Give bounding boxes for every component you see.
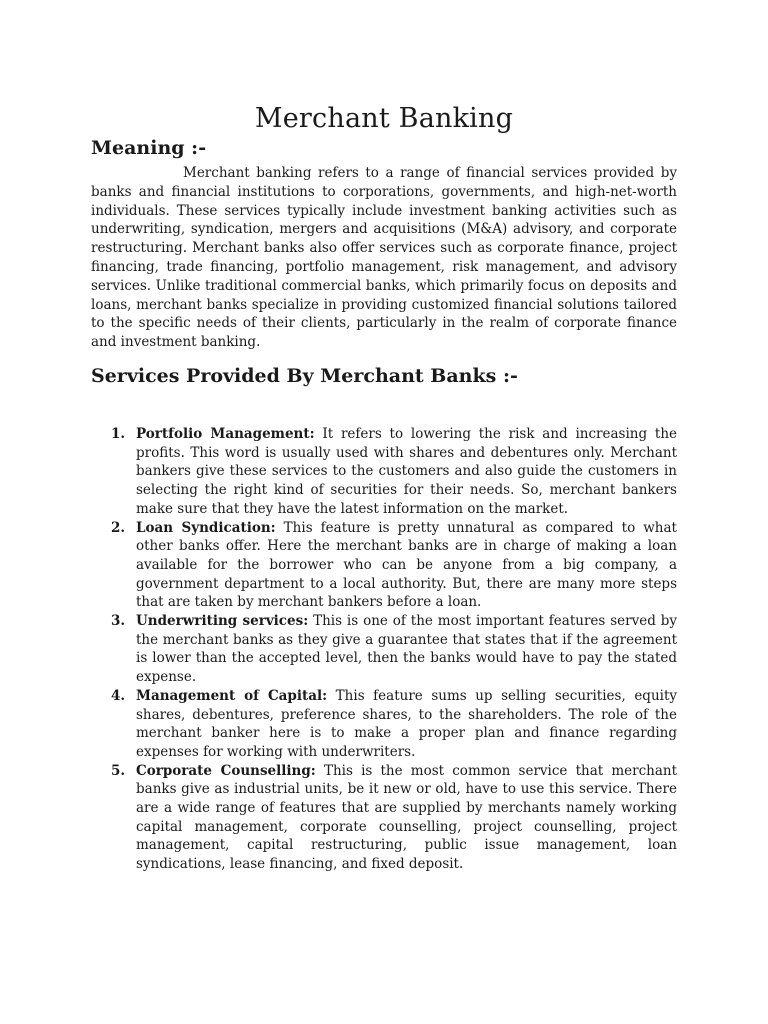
service-description: This is the most common service that merchant banks give as industrial units, be it new or old, have to use this service. There are a wide range of features that are supplied by merchants namely working capital management, corporate counselling, project counselling, project management, capital restructuring, public issue management, loan syndications, lease financing, and fixed deposit. [136, 762, 678, 873]
service-number: 5. [111, 762, 126, 779]
meaning-paragraph: Merchant banking refers to a range of financial services provided by banks and financial institutions to corporations, governments, and high-net-worth individuals. These services typically include investment banking activities such as underwriting, syndication, mergers and acquisitions (M&A) advisory, and corporate restructuring. Merchant banks also offer services such as corporate finance, project financing, trade financing, portfolio management, risk management, and advisory services. Unlike traditional commercial banks, which primarily focus on deposits and loans, merchant banks specialize in providing customized financial solutions tailored to the specific needs of their clients, particularly in the realm of corporate finance and investment banking. [91, 165, 677, 351]
service-description: This feature is pretty unnatural as compared to what other banks offer. Here the merchant banks are in charge of making a loan available for the borrower who can be anyone from a big company, a government department to a local authority. But, there are many more steps that are taken by merchant bankers before a loan. [136, 519, 677, 611]
service-number: 1. [111, 426, 126, 442]
services-list [111, 425, 678, 874]
service-item [111, 762, 678, 874]
service-term: Corporate Counselling: [136, 762, 316, 779]
service-item [111, 425, 678, 519]
document-title: Merchant Banking [254, 103, 514, 134]
service-term: Loan Syndication: [136, 519, 276, 536]
service-term: Management of Capital: [136, 687, 328, 704]
service-term: Portfolio Management: [136, 426, 315, 442]
services-heading: Services Provided By Merchant Banks :- [91, 365, 518, 387]
service-item [111, 519, 677, 613]
service-item [111, 612, 678, 687]
service-description: It refers to lowering the risk and increasing the profits. This word is usually used with shares and debentures only. Merchant bankers give these services to the customers and also guide the customers in selecting the right kind of securities for their needs. So, merchant bankers make sure that they have the latest information on the market. [136, 426, 678, 517]
service-term: Underwriting services: [136, 613, 309, 630]
service-number: 4. [111, 687, 126, 704]
service-item [111, 687, 678, 762]
service-description: This feature sums up selling securities, equity shares, debentures, preference shares, to the shareholders. The role of the merchant banker here is to make a proper plan and finance regarding expenses for working with underwriters. [136, 687, 678, 760]
service-description: This is one of the most important features served by the merchant banks as they give a guarantee that states that if the agreement is lower than the accepted level, then the banks would have to pay the stated expense. [136, 613, 678, 686]
meaning-heading: Meaning :- [91, 137, 207, 159]
service-number: 3. [111, 613, 126, 630]
service-number: 2. [111, 519, 126, 536]
